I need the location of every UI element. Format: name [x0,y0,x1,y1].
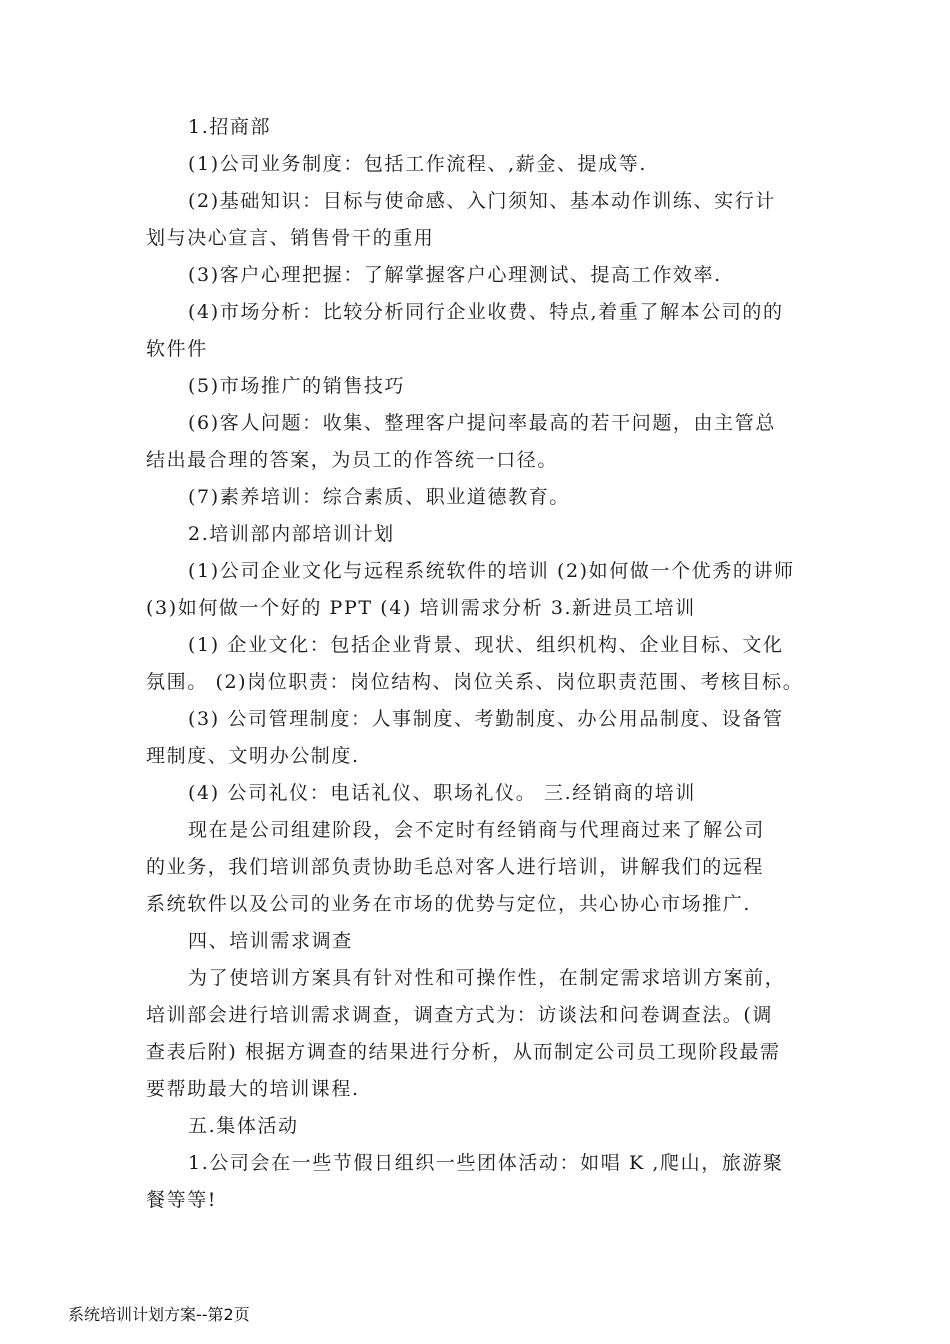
heading-needs-survey: 四、培训需求调查 [188,930,353,952]
paragraph-line: 餐等等! [146,1189,218,1211]
paragraph-line: (1)公司业务制度：包括工作流程、,薪金、提成等. [188,153,647,175]
paragraph-line: 理制度、文明办公制度. [146,745,360,767]
heading-group-activities: 五.集体活动 [188,1115,299,1137]
paragraph-line: 划与决心宣言、销售骨干的重用 [146,227,435,249]
paragraph-line: (3) 公司管理制度：人事制度、考勤制度、办公用品制度、设备管 [188,708,784,730]
paragraph-line: (5)市场推广的销售技巧 [188,375,406,397]
paragraph-line: 氛围。 (2)岗位职责：岗位结构、岗位关系、岗位职责范围、考核目标。 [146,671,804,693]
paragraph-line: (3)客户心理把握：了解掌握客户心理测试、提高工作效率. [188,264,722,286]
paragraph-line: (7)素养培训：综合素质、职业道德教育。 [188,486,570,508]
paragraph-line: 为了使培训方案具有针对性和可操作性，在制定需求培训方案前， [188,967,786,989]
paragraph-line: (4)市场分析：比较分析同行企业收费、特点,着重了解本公司的的 [188,301,784,323]
paragraph-line: (1)公司企业文化与远程系统软件的培训 (2)如何做一个优秀的讲师 [188,560,795,582]
paragraph-line: 系统软件以及公司的业务在市场的优势与定位，共心协心市场推广. [146,893,752,915]
paragraph-line: 要帮助最大的培训课程. [146,1078,360,1100]
paragraph-line: 培训部会进行培训需求调查，调查方式为：访谈法和问卷调查法。(调 [146,1004,774,1026]
heading-recruitment-dept: 1.招商部 [188,116,272,138]
paragraph-line: 结出最合理的答案，为员工的作答统一口径。 [146,449,559,471]
paragraph-line: 的业务，我们培训部负责协助毛总对客人进行培训，讲解我们的远程 [146,856,765,878]
paragraph-line: 1.公司会在一些节假日组织一些团体活动：如唱 K ,爬山，旅游聚 [188,1152,784,1174]
heading-training-dept: 2.培训部内部培训计划 [188,523,395,545]
paragraph-line: 现在是公司组建阶段，会不定时有经销商与代理商过来了解公司 [188,819,765,841]
paragraph-line: (6)客人问题：收集、整理客户提问率最高的若干问题，由主管总 [188,412,776,434]
page-footer: 系统培训计划方案--第2页 [68,1305,250,1324]
paragraph-line: 软件件 [146,338,208,360]
paragraph-line: (1) 企业文化：包括企业背景、现状、组织机构、企业目标、文化 [188,634,784,656]
paragraph-line: (3)如何做一个好的 PPT (4) 培训需求分析 3.新进员工培训 [146,597,696,619]
paragraph-line: (4) 公司礼仪：电话礼仪、职场礼仪。 三.经销商的培训 [188,782,696,804]
paragraph-line: (2)基础知识：目标与使命感、入门须知、基本动作训练、实行计 [188,190,776,212]
paragraph-line: 查表后附) 根据方调查的结果进行分析，从而制定公司员工现阶段最需 [146,1041,781,1063]
